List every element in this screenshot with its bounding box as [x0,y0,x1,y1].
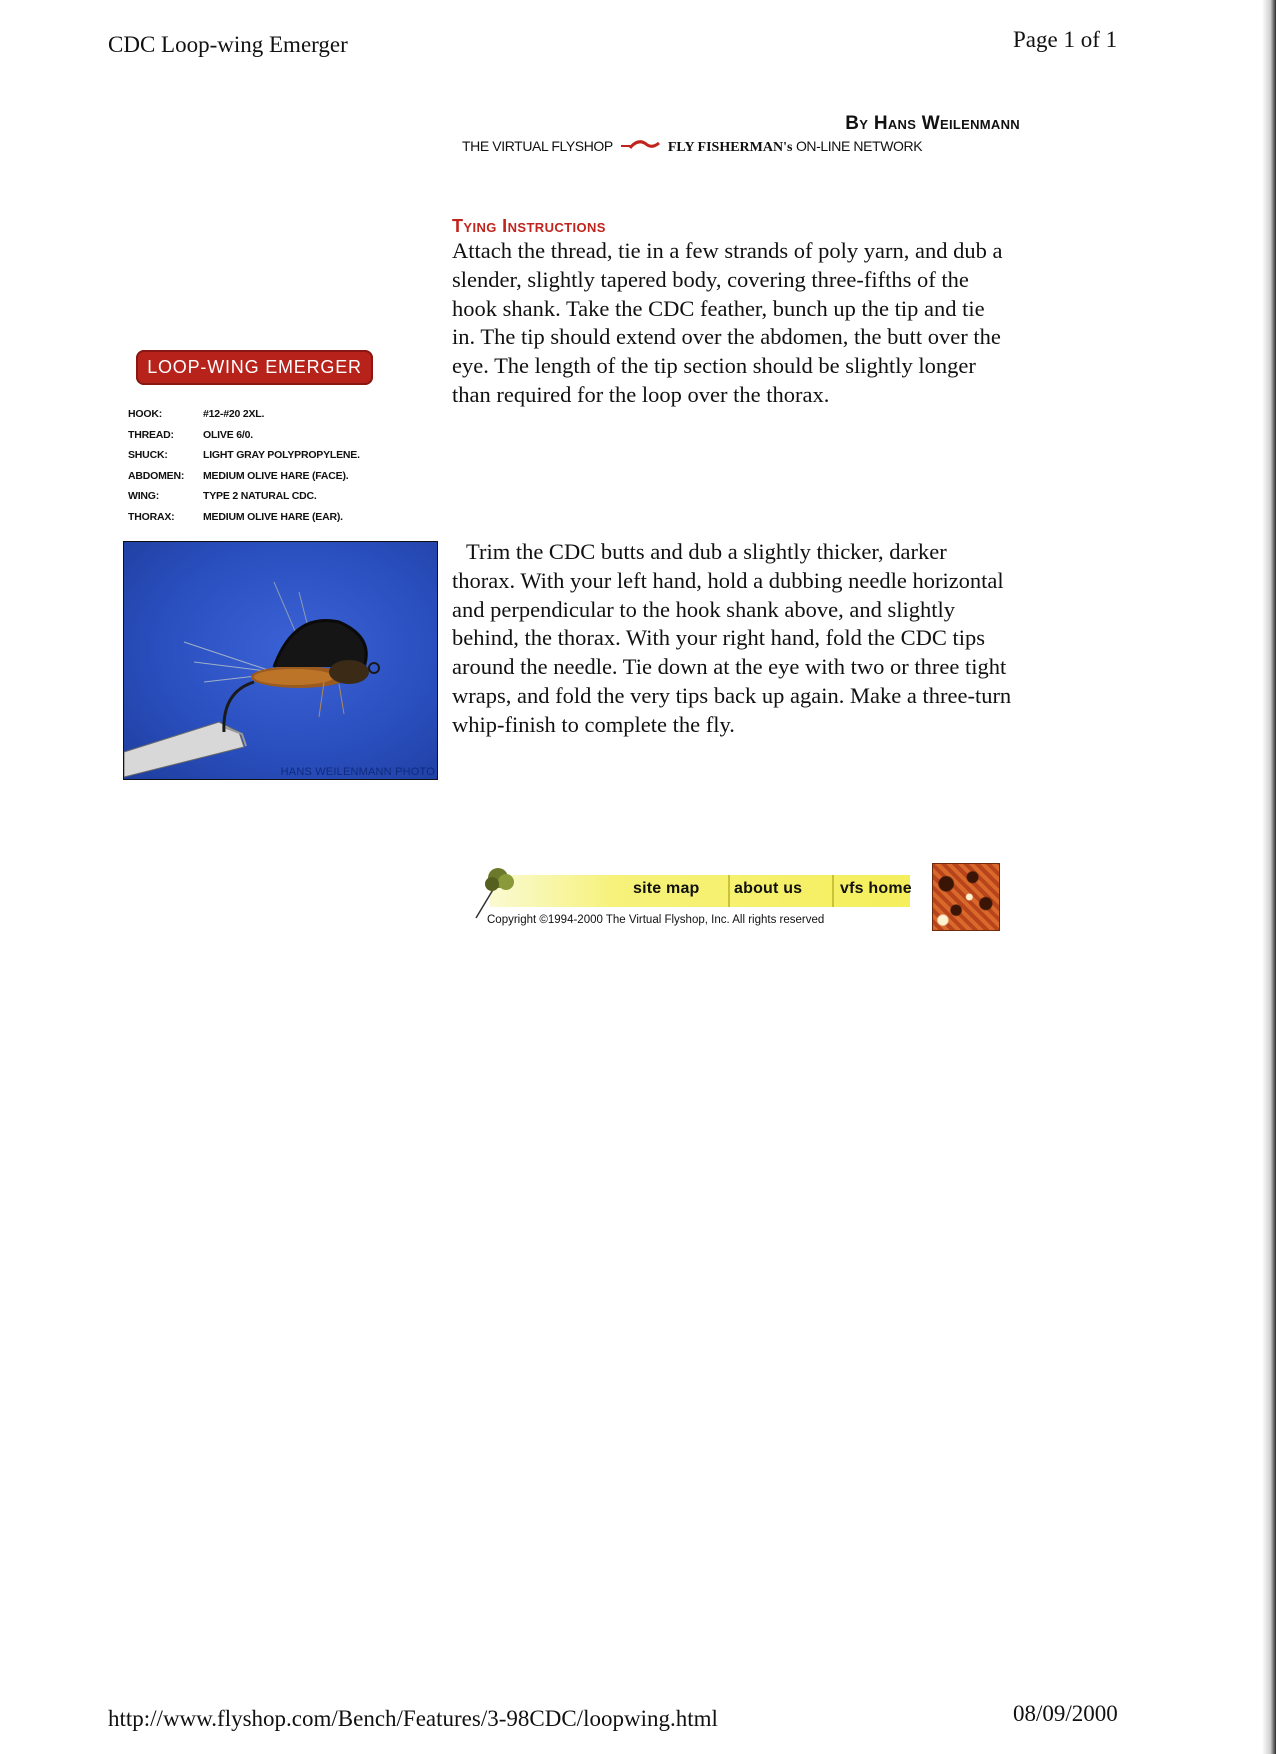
copyright-notice: Copyright ©1994-2000 The Virtual Flyshop, Inc. All rights reserved [487,914,825,926]
footer-nav [470,860,1000,932]
nav-link-vfs-home[interactable]: vfs home [840,880,912,897]
material-key: THREAD: [128,428,174,441]
print-page-indicator: Page 1 of 1 [1013,27,1118,52]
material-value: OLIVE 6/0. [203,428,253,441]
photo-credit: HANS WEILENMANN PHOTO [280,766,435,778]
tying-instructions-heading: Tying Instructions [452,216,606,236]
material-row [128,445,360,466]
network-banner [462,138,922,156]
material-key: THORAX: [128,510,175,523]
recipe-title: LOOP-WING EMERGER [147,357,362,377]
nav-link-about-us[interactable]: about us [734,880,803,897]
nav-separator [832,875,834,907]
material-key: ABDOMEN: [128,469,185,482]
network-part-flyshop: THE VIRTUAL FLYSHOP [462,138,613,154]
material-value: TYPE 2 NATURAL CDC. [203,490,317,503]
material-key: HOOK: [128,408,162,421]
material-row [128,507,360,528]
print-footer-date: 08/09/2000 [1013,1701,1118,1726]
material-value: MEDIUM OLIVE HARE (EAR). [203,510,343,523]
material-row [128,466,360,487]
material-value: #12-#20 2XL. [203,408,265,421]
fly-photo [123,541,438,780]
network-part-online: ON-LINE NETWORK [795,138,923,154]
materials-list [128,404,360,527]
nav-link-site-map[interactable]: site map [633,880,700,897]
material-value: MEDIUM OLIVE HARE (FACE). [203,469,349,482]
material-key: WING: [128,490,160,503]
instruction-paragraph-2: Trim the CDC butts and dub a slightly thicker, darker thorax. With your left hand, hold a dubbing needle horizontal and perpendicular to the hook shank above, and slightly behind, the thorax. With your right hand, fold the CDC tips around the needle. Tie down at the eye with two or three tight wraps, and fold the very tips back up again. Make a three-turn whip-finish to complete the fly. [452,539,1012,737]
print-footer-url: http://www.flyshop.com/Bench/Features/3-98CDC/loopwing.html [108,1706,718,1731]
author-byline: By Hans Weilenmann [845,113,1020,134]
material-row [128,404,360,425]
instruction-paragraph-1: Attach the thread, tie in a few strands of poly yarn, and dub a slender, slightly tapered body, covering three-fifths of the hook shank. Take the CDC feather, bunch up the tip and tie in. The tip should extend over the abdomen, the butt over the eye. The length of the tip section should be slightly longer than required for the loop over the thorax. [452,238,1003,407]
recipe-title-badge [136,350,373,385]
print-header-title: CDC Loop-wing Emerger [108,32,348,57]
trout-skin-tile-icon[interactable] [932,863,1000,931]
nav-separator [728,875,730,907]
material-value: LIGHT GRAY POLYPROPYLENE. [203,449,360,462]
fly-illustration [124,542,437,779]
scan-edge-shadow [1262,0,1276,1754]
material-key: SHUCK: [128,449,168,462]
feather-plant-icon [470,860,530,920]
material-row [128,486,360,507]
material-row [128,425,360,446]
swoosh-logo-icon [620,139,660,156]
network-part-magazine: FLY FISHERMAN's [667,140,793,155]
